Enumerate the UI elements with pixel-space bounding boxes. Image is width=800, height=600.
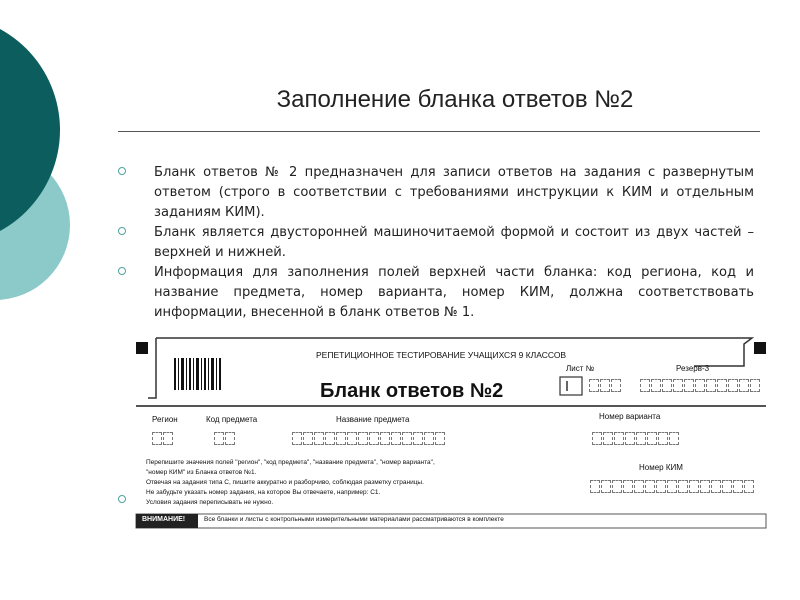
region-boxes [152, 432, 174, 445]
kim-number-boxes [590, 480, 755, 493]
kim-label: Номер КИМ [639, 463, 683, 472]
region-label: Регион [152, 415, 178, 424]
sheet-number-boxes [589, 379, 622, 392]
decorative-circles [0, 0, 120, 330]
reserve-label: Резерв-3 [676, 364, 710, 373]
instructions-block [146, 458, 435, 508]
bullet-list [118, 163, 754, 323]
slide-title: Заполнение бланка ответов №2 [276, 86, 634, 113]
subject-code-label: Код предмета [206, 415, 258, 424]
bullet-circle-icon [118, 267, 126, 275]
title-divider [118, 131, 760, 132]
bullet-circle-icon [118, 495, 126, 503]
instruction-line: "номер КИМ" из Бланка ответов №1. [146, 469, 257, 476]
bullet-circle-icon [118, 227, 126, 235]
subject-code-boxes [214, 432, 236, 445]
bullet-text: Бланк является двусторонней машиночитаемой формой и состоит из двух частей –верхней и нижней. [154, 225, 754, 260]
form-title: Бланк ответов №2 [320, 380, 504, 402]
bullet-text: Бланк ответов № 2 предназначен для записи ответов на задания с развернутым ответом (строго в соответствии с требованиями инструкции к КИМ и отдельным заданиям КИМ). [154, 165, 754, 220]
instruction-line: Условия задания переписывать не нужно. [146, 499, 274, 506]
bullet-text: Информация для заполнения полей верхней части бланка: код региона, код и название предмета, номер варианта, номер КИМ, должна соответствовать информации, внесенной в бланк ответов № 1. [154, 265, 754, 320]
variant-boxes [592, 432, 680, 445]
variant-label: Номер варианта [599, 412, 661, 421]
reserve-boxes [640, 379, 761, 392]
barcode [174, 358, 221, 390]
warning-text: Все бланки и листы с контрольными измерительными материалами рассматриваются в комплекте [204, 516, 504, 523]
instruction-line: Перепишите значения полей "регион", "код предмета", "название предмета", "номер варианта", [146, 459, 435, 466]
subject-name-boxes [292, 432, 446, 445]
bullet-item [118, 223, 754, 263]
instruction-line: Не забудьте указать номер задания, на которое Вы отвечаете, например: С1. [146, 489, 381, 496]
bullet-item [118, 263, 754, 323]
answer-sheet-image [134, 336, 768, 534]
form-header: РЕПЕТИЦИОННОЕ ТЕСТИРОВАНИЕ УЧАЩИХСЯ 9 КЛАССОВ [316, 350, 567, 360]
sheet-label: Лист № [566, 364, 595, 373]
subject-name-label: Название предмета [336, 415, 410, 424]
bullet-item [118, 163, 754, 223]
warning-label: ВНИМАНИЕ! [142, 516, 186, 523]
instruction-line: Отвечая на задания типа С, пишите аккуратно и разборчиво, соблюдая разметку страницы. [146, 479, 424, 486]
bullet-circle-icon [118, 167, 126, 175]
